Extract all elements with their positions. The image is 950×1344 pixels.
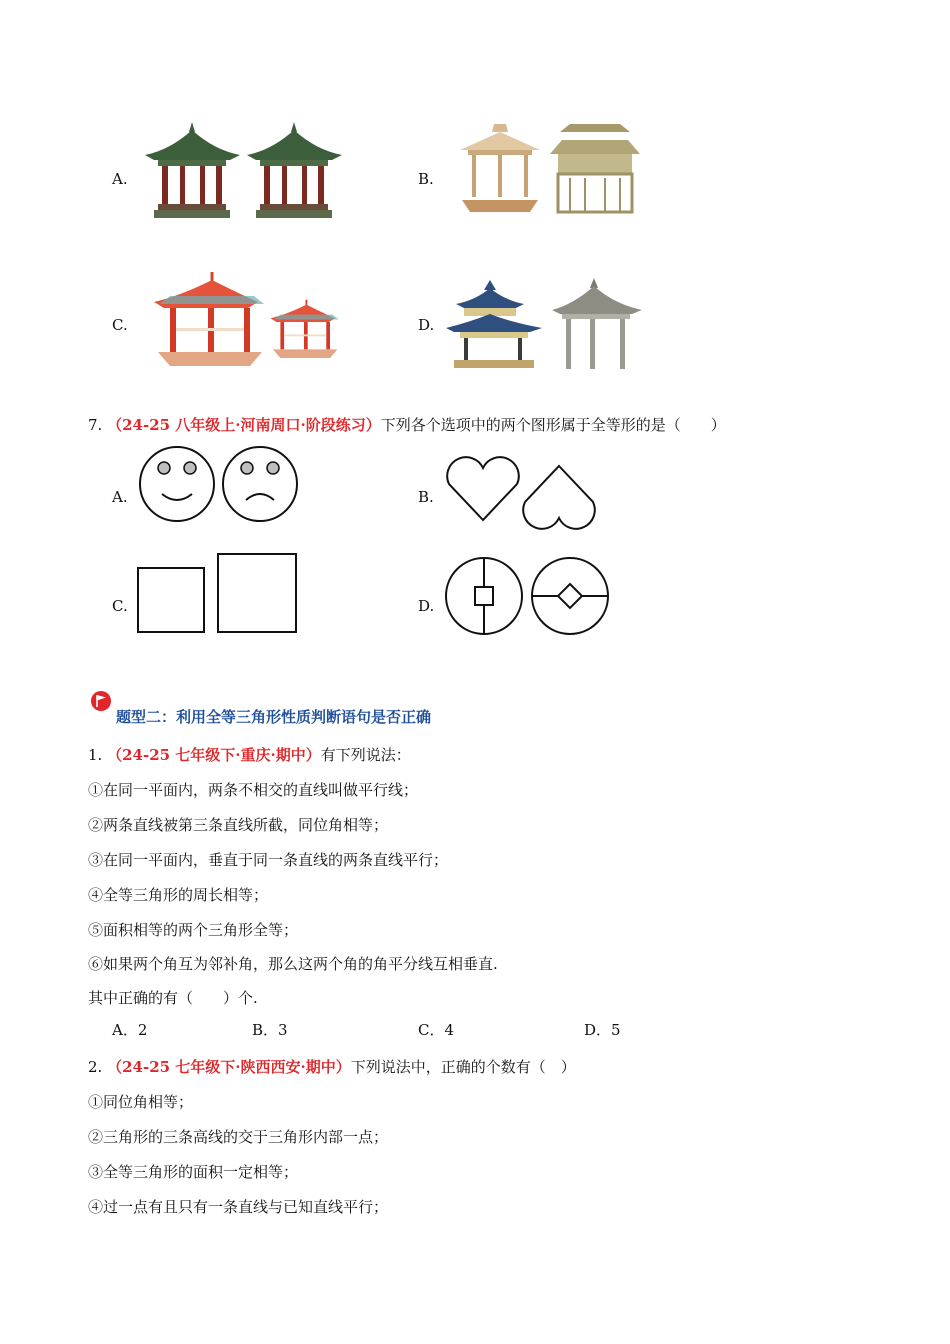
pavilion-icon [145, 122, 240, 218]
choice-d: D．5 [584, 1021, 621, 1039]
q7-option-a-label: A. [112, 488, 128, 506]
coin-diamond-icon [532, 558, 608, 634]
p1-statement: ⑥如果两个角互为邻补角，那么这两个角的角平分线互相垂直. [88, 955, 498, 973]
question-number: 7. [88, 416, 103, 434]
q7-option-d-coins [444, 556, 612, 636]
q7-stem-line [88, 414, 726, 435]
pavilion-icon [247, 122, 342, 218]
question-stem: 下列各个选项中的两个图形属于全等形的是（ ） [380, 416, 726, 434]
pavilion-icon [270, 300, 338, 358]
smiley-face-icon [140, 447, 214, 521]
q6-option-c-pavilions [150, 266, 340, 372]
p1-statement: ⑤面积相等的两个三角形全等； [88, 921, 299, 939]
q6-option-d-label: D. [418, 316, 435, 334]
question-source: （24-25 八年级上·河南周口·阶段练习） [107, 416, 381, 434]
question-stem: 下列说法中，正确的个数有（ ） [350, 1058, 576, 1076]
question-source: （24-25 七年级下·陕西西安·期中） [107, 1058, 351, 1076]
frowning-face-icon [223, 447, 297, 521]
question-stem: 有下列说法： [320, 746, 411, 764]
coin-square-icon [446, 558, 522, 634]
q6-option-b-label: B. [418, 170, 434, 188]
question-number: 2. [88, 1058, 103, 1076]
p1-statement: ④全等三角形的周长相等； [88, 886, 269, 904]
q6-option-d-pavilions [446, 276, 646, 376]
q7-option-b-label: B. [418, 488, 434, 506]
p2-statement: ④过一点有且只有一条直线与已知直线平行； [88, 1198, 389, 1216]
pavilion-icon [550, 124, 640, 212]
choice-c: C．4 [418, 1021, 455, 1039]
heart-icon [447, 457, 519, 520]
pavilion-icon [154, 272, 264, 366]
question-number: 1. [88, 746, 103, 764]
large-square-icon [218, 554, 296, 632]
q6-option-a-pavilions [140, 120, 340, 224]
flag-icon [90, 690, 112, 712]
pavilion-icon [460, 124, 540, 212]
q7-option-d-label: D. [418, 597, 435, 615]
question-source: （24-25 七年级下·重庆·期中） [107, 746, 321, 764]
q6-option-c-label: C. [112, 316, 128, 334]
choice-b: B．3 [252, 1021, 288, 1039]
p2-statement: ②三角形的三条高线的交于三角形内部一点； [88, 1128, 389, 1146]
p2-statement: ③全等三角形的面积一定相等； [88, 1163, 299, 1181]
q6-option-b-pavilions [458, 120, 658, 220]
p2-statement: ①同位角相等； [88, 1093, 194, 1111]
pavilion-icon [446, 280, 542, 368]
q6-option-a-label: A. [112, 170, 128, 188]
p1-statement: ③在同一平面内，垂直于同一条直线的两条直线平行； [88, 851, 449, 869]
p1-stem-line [88, 744, 411, 765]
inverted-heart-icon [523, 466, 595, 529]
pavilion-icon [552, 278, 642, 369]
q7-option-c-label: C. [112, 597, 128, 615]
p1-statement: ①在同一平面内，两条不相交的直线叫做平行线； [88, 781, 419, 799]
choice-a: A．2 [112, 1021, 148, 1039]
q7-option-a-faces [138, 444, 302, 526]
small-square-icon [138, 568, 204, 632]
q7-option-c-squares [136, 552, 302, 636]
section-heading: 题型二：利用全等三角形性质判断语句是否正确 [116, 708, 432, 726]
p2-stem-line [88, 1056, 576, 1077]
p1-question: 其中正确的有（ ）个. [88, 989, 258, 1007]
p1-statement: ②两条直线被第三条直线所截，同位角相等； [88, 816, 389, 834]
q7-option-b-hearts [444, 452, 600, 524]
